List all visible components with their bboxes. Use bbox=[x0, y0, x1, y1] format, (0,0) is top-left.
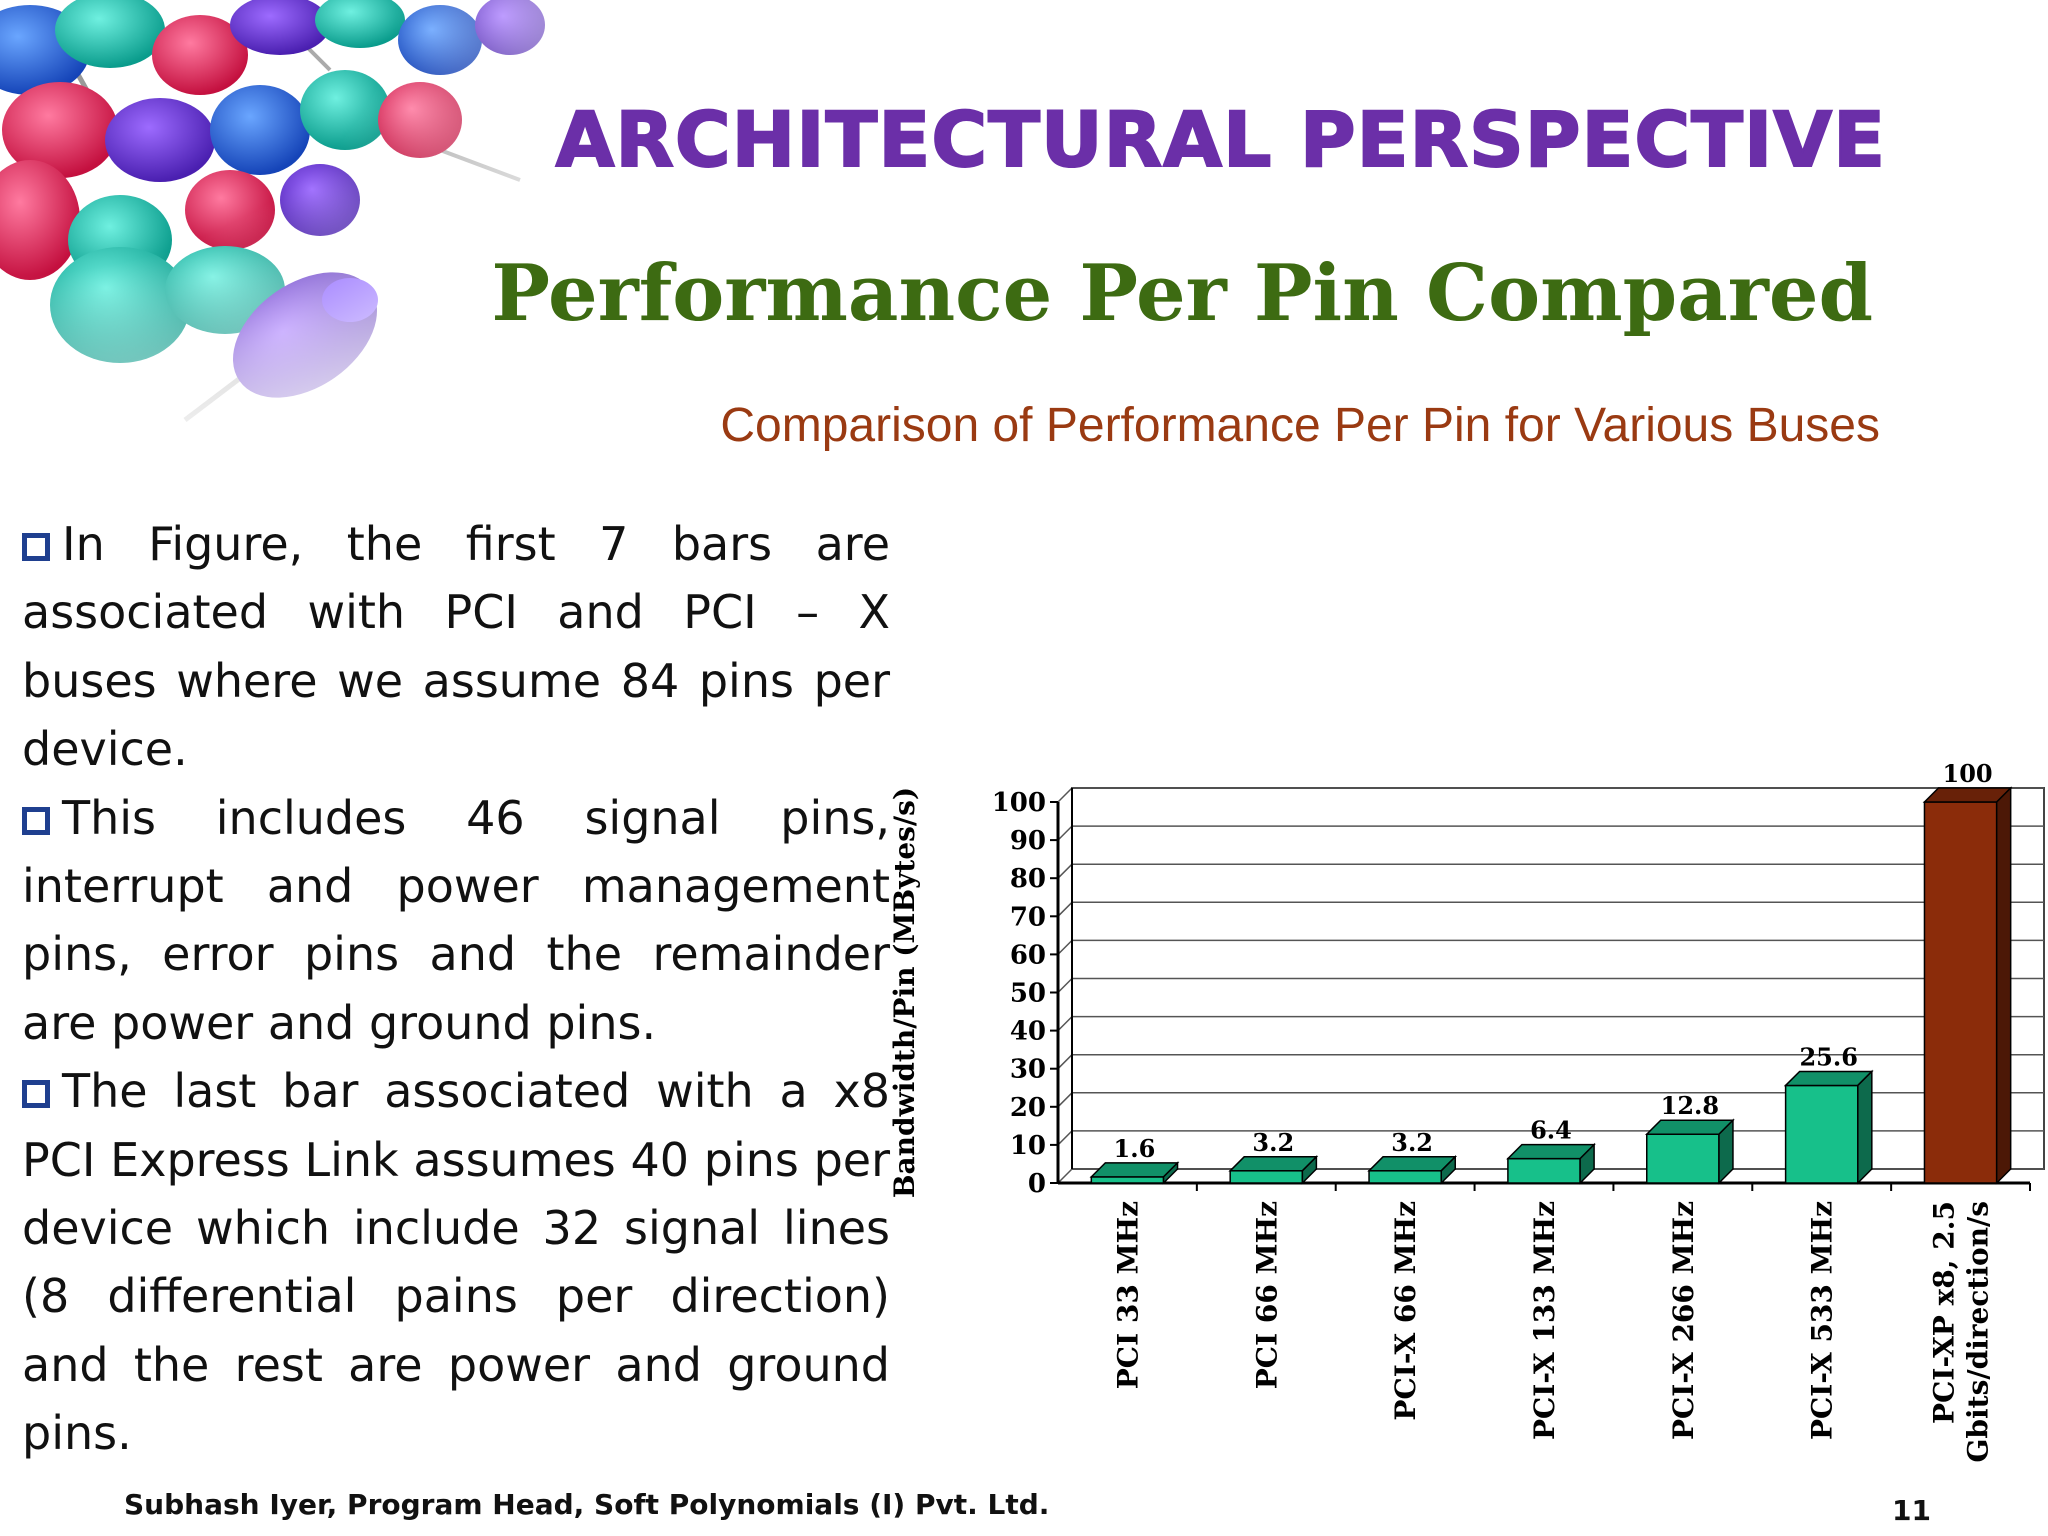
gridline-depth bbox=[1058, 864, 1072, 878]
bullet-text: In Figure, the first 7 bars are associated with PCI and PCI – X buses where we assume 84 pins per device. bbox=[22, 517, 890, 777]
square-bullet-icon bbox=[22, 807, 50, 835]
bar bbox=[1647, 1134, 1719, 1183]
bar-value-label: 1.6 bbox=[1113, 1133, 1156, 1163]
gridline-depth bbox=[1058, 1055, 1072, 1069]
bar bbox=[1230, 1171, 1302, 1183]
bullet-text: The last bar associated with a x8 PCI Express Link assumes 40 pins per device which include 32 signal lines (8 differential pains per direction) and the rest are power and ground pins. bbox=[22, 1064, 890, 1461]
bullet-item bbox=[22, 1057, 890, 1467]
x-tick-label: PCI-X 533 MHz bbox=[1805, 1201, 1839, 1441]
gridline-depth bbox=[1058, 1093, 1072, 1107]
bar bbox=[1369, 1171, 1441, 1183]
x-tick-label: PCI-X 133 MHz bbox=[1528, 1201, 1561, 1441]
bullet-text: This includes 46 signal pins, interrupt and power management pins, error pins and the remainder are power and ground pins. bbox=[22, 790, 890, 1050]
x-tick-label: PCI 66 MHz bbox=[1250, 1201, 1284, 1390]
gridline-depth bbox=[1058, 1017, 1072, 1031]
figure-caption: Comparison of Performance Per Pin for Various Buses bbox=[720, 399, 1880, 452]
bullet-list bbox=[22, 510, 890, 1468]
slide-subtitle: Performance Per Pin Compared bbox=[491, 248, 1873, 339]
gridline-depth bbox=[1058, 788, 1072, 802]
bar-side bbox=[1858, 1071, 1872, 1183]
y-tick-label: 60 bbox=[1009, 940, 1046, 971]
bar-value-label: 100 bbox=[1942, 760, 1993, 788]
bullet-item bbox=[22, 510, 890, 784]
gridline-depth bbox=[1058, 979, 1072, 993]
square-bullet-icon bbox=[22, 533, 50, 561]
bar-value-label: 3.2 bbox=[1252, 1127, 1295, 1157]
page-number: 11 bbox=[1892, 1494, 1931, 1527]
bar-value-label: 25.6 bbox=[1799, 1042, 1858, 1072]
bullet-item bbox=[22, 784, 890, 1058]
bar bbox=[1786, 1085, 1858, 1183]
bar-value-label: 6.4 bbox=[1530, 1115, 1572, 1145]
bar bbox=[1091, 1177, 1163, 1183]
bar-value-label: 12.8 bbox=[1660, 1091, 1720, 1121]
gridline-depth bbox=[1058, 940, 1072, 954]
x-tick-label: PCI-X 66 MHz bbox=[1389, 1201, 1423, 1421]
y-axis-label: Bandwidth/Pin (MBytes/s) bbox=[888, 786, 921, 1199]
x-tick-label: Gbits/direction/s bbox=[1961, 1201, 1995, 1463]
y-tick-label: 20 bbox=[1009, 1092, 1046, 1123]
y-tick-label: 50 bbox=[1009, 978, 1046, 1009]
square-bullet-icon bbox=[22, 1080, 50, 1108]
bandwidth-bar-chart bbox=[880, 760, 2048, 1480]
gridline-depth bbox=[1058, 1169, 1072, 1183]
y-tick-label: 80 bbox=[1009, 864, 1046, 895]
slide-title: ARCHITECTURAL PERSPECTIVE bbox=[555, 95, 1886, 184]
x-tick-label: PCI-XP x8, 2.5 bbox=[1927, 1201, 1961, 1424]
y-tick-label: 90 bbox=[1009, 826, 1046, 857]
y-tick-label: 70 bbox=[1009, 902, 1046, 933]
y-tick-label: 10 bbox=[1009, 1130, 1046, 1161]
y-tick-label: 30 bbox=[1009, 1054, 1046, 1085]
gridline-depth bbox=[1058, 902, 1072, 916]
y-tick-label: 40 bbox=[1009, 1016, 1046, 1047]
x-tick-label: PCI-X 266 MHz bbox=[1666, 1201, 1700, 1441]
y-tick-label: 100 bbox=[991, 788, 1046, 818]
gridline-depth bbox=[1058, 1131, 1072, 1145]
gridline-depth bbox=[1058, 826, 1072, 840]
x-tick-label: PCI 33 MHz bbox=[1111, 1201, 1145, 1390]
bar-side bbox=[1997, 788, 2011, 1183]
bar bbox=[1924, 802, 1996, 1183]
bar-value-label: 3.2 bbox=[1391, 1127, 1434, 1157]
bar bbox=[1508, 1159, 1580, 1183]
footer-credit: Subhash Iyer, Program Head, Soft Polynomials (I) Pvt. Ltd. bbox=[124, 1488, 1050, 1521]
y-tick-label: 0 bbox=[1027, 1169, 1046, 1199]
